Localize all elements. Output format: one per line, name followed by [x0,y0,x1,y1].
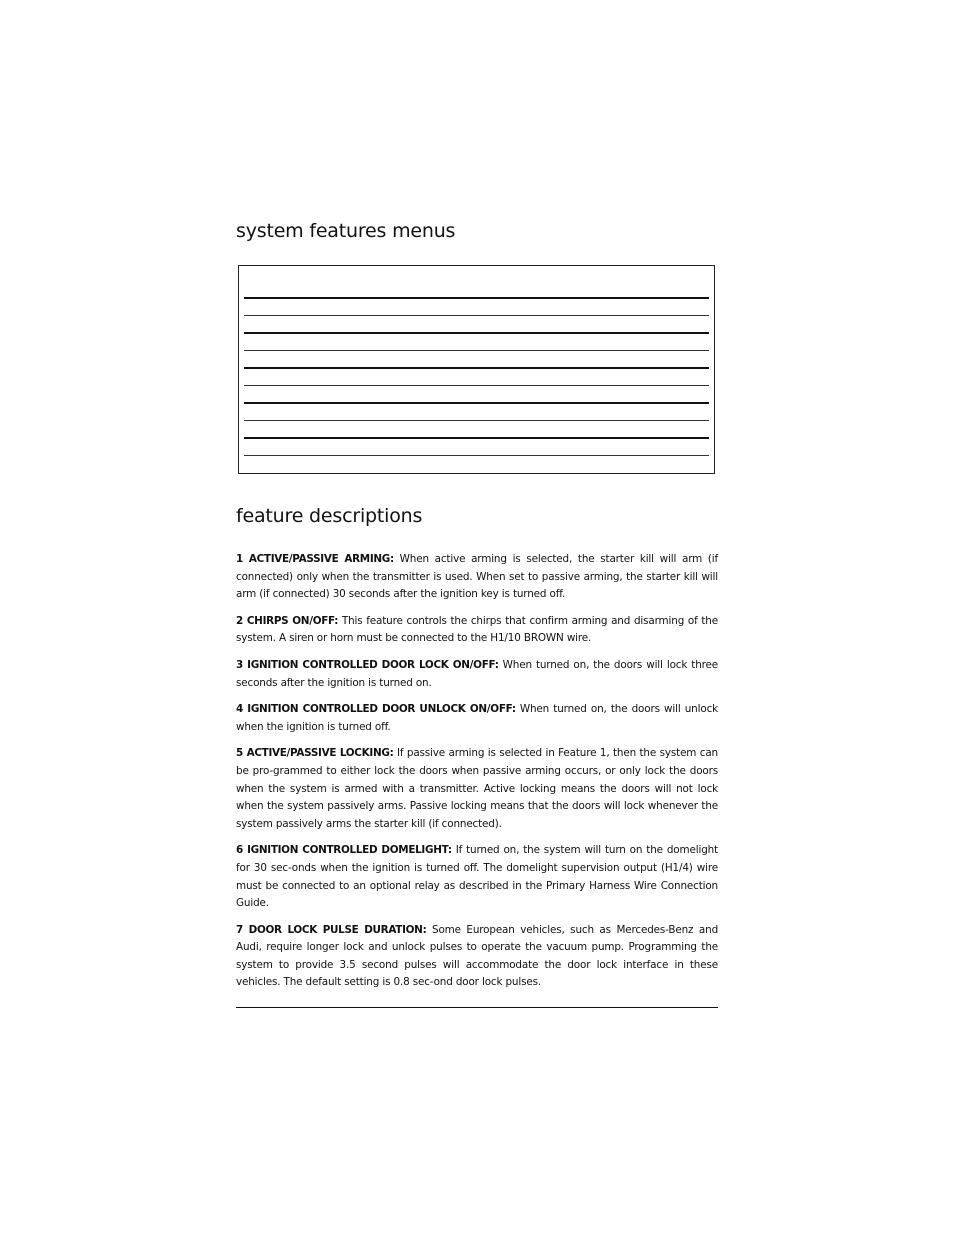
features-menu-table [238,265,715,474]
feature-item [236,701,718,736]
feature-title: 7 DOOR LOCK PULSE DURATION: [236,923,427,936]
feature-title: 6 IGNITION CONTROLLED DOMELIGHT: [236,844,452,857]
feature-title: 1 ACTIVE/PASSIVE ARMING: [236,553,394,565]
feature-text: When turned on, the doors will unlock when the ignition is turned off. [236,703,718,733]
feature-text: If turned on, the system will turn on the domelight for 30 sec-onds when the ignition is turned off. The domelight supervision output (H1/4) wire must be connected to an optional relay as described in the Primary Harness Wire Connection Guide. [236,844,719,910]
table-rule [244,402,709,404]
feature-descriptions-list [236,551,718,1001]
table-rule [244,332,709,334]
system-features-menus-heading: system features menus [236,220,456,242]
feature-title: 5 ACTIVE/PASSIVE LOCKING: [236,747,394,760]
feature-item [236,922,718,992]
table-rule [244,437,709,439]
table-rule [244,420,709,421]
feature-text: When active arming is selected, the starter kill will arm (if connected) only when the transmitter is used. When set to passive arming, the starter kill will arm (if connected) 30 seconds after the ignition key is turned off. [236,553,719,601]
feature-text: This feature controls the chirps that confirm arming and disarming of the system. A siren or horn must be connected to the H1/10 BROWN wire. [236,614,718,645]
feature-text: Some European vehicles, such as Mercedes-Benz and Audi, require longer lock and unlock pulses to operate the vacuum pump. Programming the system to provide 3.5 second pulses will accommodate the door lock interface in these vehicles. The default setting is 0.8 sec-ond door lock pulses. [236,923,719,989]
feature-text: When turned on, the doors will lock three seconds after the ignition is turned on. [236,658,719,689]
table-rule [244,315,709,316]
feature-item [236,842,718,912]
table-rule [244,385,709,386]
feature-title: 2 CHIRPS ON/OFF: [236,614,339,627]
feature-item [236,657,718,692]
feature-item [236,551,718,604]
feature-item [236,745,718,833]
feature-item [236,613,718,648]
feature-title: 3 IGNITION CONTROLLED DOOR LOCK ON/OFF: [236,658,499,671]
table-rule [244,297,709,299]
feature-text: If passive arming is selected in Feature 1, then the system can be pro-grammed to either lock the doors when passive arming occurs, or only lock the doors when the system is armed with a transmitter. Active locking means the doors will not lock when the system passively arms. Passive locking means that the doors will lock whenever the system passively arms the starter kill (if connected). [236,747,718,830]
table-rule [244,455,709,456]
bottom-divider [236,1007,718,1008]
feature-descriptions-heading: feature descriptions [236,505,423,527]
feature-title: 4 IGNITION CONTROLLED DOOR UNLOCK ON/OFF: [236,703,516,716]
table-rule [244,350,709,351]
table-rule [244,367,709,369]
